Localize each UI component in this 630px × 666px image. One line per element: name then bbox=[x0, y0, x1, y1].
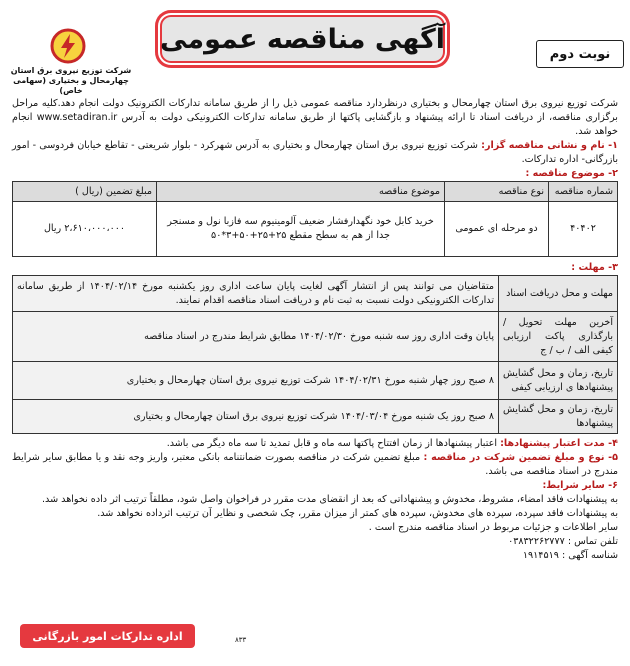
deadline-key: تاریخ، زمان و محل گشایش پیشنهادها ی ارزیابی کیفی bbox=[499, 362, 618, 400]
footer-number: ۸۳۳ bbox=[235, 636, 247, 644]
section-6-title: ۶- سایر شرایط: bbox=[542, 480, 618, 491]
notice-body bbox=[12, 97, 618, 563]
table-row bbox=[13, 400, 618, 434]
col-type: نوع مناقصه bbox=[445, 182, 549, 202]
company-logo-icon bbox=[50, 28, 86, 64]
deadline-value: ۸ صبح روز یک شنبه مورخ ۱۴۰۴/۰۳/۰۴ شرکت توزیع نیروی برق استان چهارمحال و بختیاری bbox=[13, 400, 499, 434]
ad-id-line bbox=[12, 549, 618, 563]
condition-1: به پیشنهادات فاقد امضاء، مشروط، مخدوش و پیشنهاداتی که بعد از انقضای مدت مقرر در فراخوان واصل شود، مطلقاً ترتیب اثر داده نخواهد شد. bbox=[42, 494, 618, 505]
tender-type: دو مرحله ای عمومی bbox=[445, 202, 549, 257]
section-1-title: ۱- نام و نشانی مناقصه گزار: bbox=[481, 140, 618, 151]
header bbox=[0, 0, 630, 95]
company-name bbox=[6, 66, 136, 96]
deadline-key: آخرین مهلت تحویل / بارگذاری پاکت ارزیابی کیفی الف / ب / ج bbox=[499, 312, 618, 362]
intro-paragraph bbox=[12, 97, 618, 139]
round-badge: نوبت دوم bbox=[536, 40, 624, 68]
phone-label: تلفن تماس : bbox=[567, 536, 618, 547]
tender-table bbox=[12, 181, 618, 257]
footer-department: اداره تدارکات امور بازرگانی bbox=[20, 624, 195, 648]
ad-id-label: شناسه آگهی : bbox=[561, 550, 618, 561]
setad-link[interactable]: www.setadiran.ir bbox=[36, 112, 118, 123]
tender-subject: خرید کابل خود نگهدارفشار ضعیف آلومینیوم سه فازبا نول و مسنجر جدا از هم به سطح مقطع ۲۵+۲۵+۵۰+۳*۵۰ bbox=[157, 202, 445, 257]
condition-3: سایر اطلاعات و جزئیات مربوط در اسناد مناقصه مندرج است . bbox=[368, 522, 618, 533]
deadline-key: تاریخ، زمان و محل گشایش پیشنهادها bbox=[499, 400, 618, 434]
section-4 bbox=[12, 437, 618, 451]
company-line-2: چهارمحال و بختیاری (سهامی خاص) bbox=[13, 76, 129, 95]
section-1-text: شرکت توزیع نیروی برق استان چهارمحال و بختیاری به آدرس شهرکرد - بلوار شریعتی - تقاطع خیابان فردوسی - امور بازرگانی- اداره تدارکات. bbox=[12, 140, 618, 165]
condition-2: به پیشنهادات فاقد سپرده، سپرده های مخدوش، سپرده های کمتر از میزان مقرر، چک شخصی و نظایر آن ترتیب اثرداده نخواهد شد. bbox=[97, 508, 618, 519]
section-5-title: ۵- نوع و مبلغ تضمین شرکت در مناقصه : bbox=[423, 452, 618, 463]
deadlines-table bbox=[12, 275, 618, 434]
col-number: شماره مناقصه bbox=[549, 182, 618, 202]
section-4-text: اعتبار پیشنهادها از زمان افتتاح پاکتها سه ماه و قابل تمدید تا سه ماه دیگر می باشد. bbox=[166, 438, 497, 449]
title-banner bbox=[155, 10, 450, 68]
section-3-title: ۳- مهلت : bbox=[571, 262, 618, 273]
table-row bbox=[13, 276, 618, 312]
deadline-value: متقاضیان می توانند پس از انتشار آگهی لغایت پایان ساعت اداری روز یکشنبه مورخ ۱۴۰۴/۰۲/۱۴ از طریق سامانه تدارکات الکترونیکی دولت نسبت به ثبت نام و دریافت اسناد مناقصه اقدام نمایند. bbox=[13, 276, 499, 312]
section-2-title: ۲- موضوع مناقصه : bbox=[525, 168, 618, 179]
page-title: آگهی مناقصه عمومی bbox=[160, 23, 445, 55]
table-row bbox=[13, 202, 618, 257]
intro-end: انجام خواهد شد. bbox=[12, 112, 618, 137]
deadline-key: مهلت و محل دریافت اسناد bbox=[499, 276, 618, 312]
phone-line bbox=[12, 535, 618, 549]
section-5-text: مبلغ تضمین شرکت در مناقصه بصورت ضمانتنامه بانکی معتبر، واریز وجه نقد و یا مطابق سایر شرایط مندرج در اسناد مناقصه می باشد. bbox=[12, 452, 618, 477]
phone-number: ۰۳۸۳۲۲۶۲۷۷۷ bbox=[508, 536, 565, 547]
table-header-row bbox=[13, 182, 618, 202]
table-row bbox=[13, 312, 618, 362]
section-1 bbox=[12, 139, 618, 167]
deadline-value: ۸ صبح روز چهار شنبه مورخ ۱۴۰۴/۰۲/۳۱ شرکت توزیع نیروی برق استان چهارمحال و بختیاری bbox=[13, 362, 499, 400]
col-subject: موضوع مناقصه bbox=[157, 182, 445, 202]
tender-number: ۴۰۴۰۲ bbox=[549, 202, 618, 257]
intro-text: شرکت توزیع نیروی برق استان چهارمحال و بختیاری درنظردارد مناقصه عمومی ذیل را از طریق سامانه تدارکات الکترونیک دولت انجام دهد.کلیه مراحل برگزاری مناقصه، از دریافت اسناد تا ارائه پیشنهاد و بازگشایی پاکتها از طریق سامانه تدارکات الکترونیکی دولت به آدرس bbox=[12, 98, 618, 123]
section-4-title: ۴- مدت اعتبار پیشنهادها: bbox=[500, 438, 618, 449]
col-guarantee: مبلغ تضمین (ریال ) bbox=[13, 182, 157, 202]
deadline-value: پایان وقت اداری روز سه شنبه مورخ ۱۴۰۴/۰۲/۳۰ مطابق شرایط مندرج در اسناد مناقصه bbox=[13, 312, 499, 362]
company-line-1: شرکت توزیع نیروی برق استان bbox=[10, 66, 132, 75]
tender-guarantee: ۲،۶۱۰،۰۰۰،۰۰۰ ریال bbox=[13, 202, 157, 257]
table-row bbox=[13, 362, 618, 400]
ad-id: ۱۹۱۴۵۱۹ bbox=[522, 550, 559, 561]
section-5 bbox=[12, 451, 618, 479]
